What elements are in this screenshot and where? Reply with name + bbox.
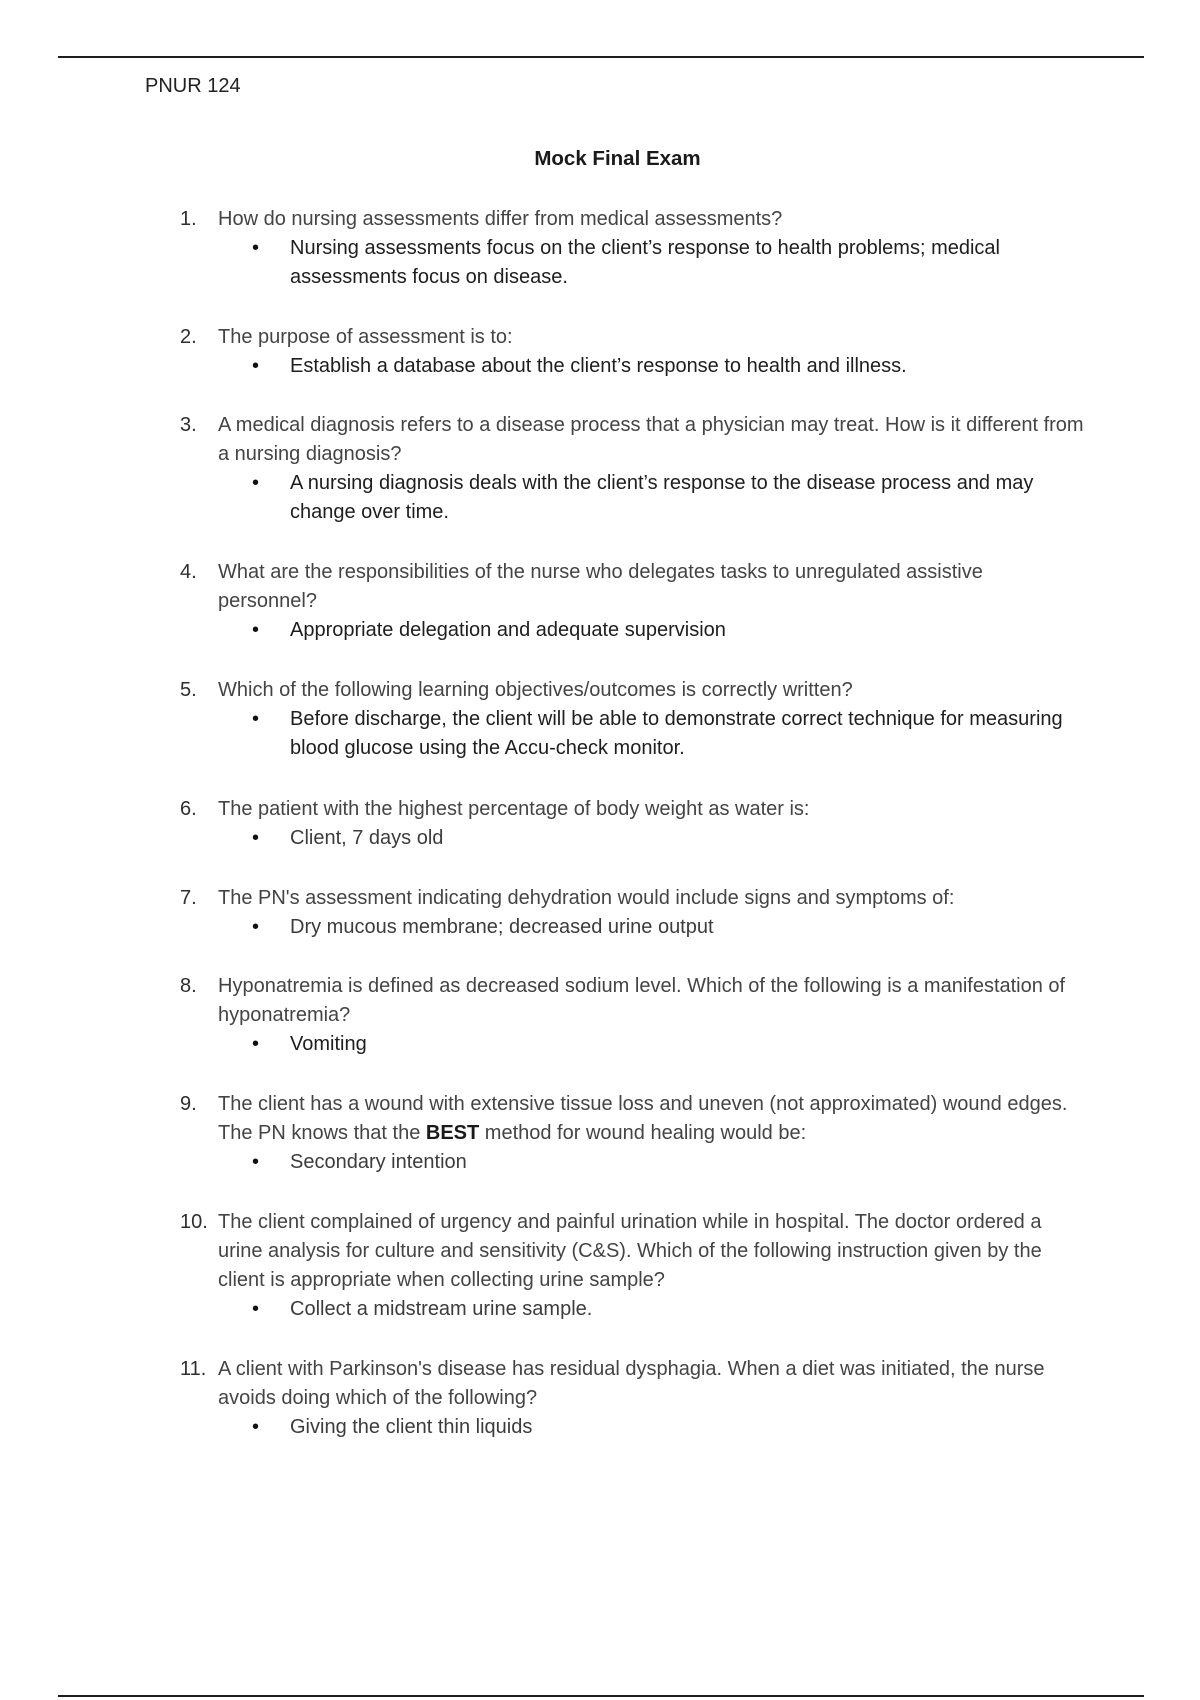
- answer-text: Client, 7 days old: [290, 827, 444, 849]
- question-number: 4.: [180, 561, 197, 583]
- question-10: [180, 1208, 1085, 1324]
- answer-text: Nursing assessments focus on the client’s response to health problems; medical assessments focus on disease.: [290, 237, 1000, 288]
- answer-item: [252, 469, 1075, 527]
- top-rule: [58, 56, 1144, 58]
- stem-text: method for wound healing would be:: [479, 1122, 807, 1144]
- question-1: [180, 205, 1085, 292]
- answer-text: Before discharge, the client will be able to demonstrate correct technique for measuring blood glucose using the Accu-check monitor.: [290, 708, 1063, 759]
- question-stem: The purpose of assessment is to:: [218, 326, 513, 348]
- stem-emphasis: BEST: [425, 1122, 480, 1144]
- question-number: 8.: [180, 975, 197, 997]
- answer-text: A nursing diagnosis deals with the client’s response to the disease process and may change over time.: [290, 472, 1034, 523]
- answer-item: [252, 913, 1075, 942]
- question-2: [180, 323, 1085, 381]
- question-stem: What are the responsibilities of the nurse who delegates tasks to unregulated assistive personnel?: [218, 561, 983, 612]
- question-stem: Hyponatremia is defined as decreased sodium level. Which of the following is a manifestation of hyponatremia?: [218, 975, 1066, 1026]
- question-stem: A medical diagnosis refers to a disease process that a physician may treat. How is it different from a nursing diagnosis?: [218, 414, 1084, 465]
- question-number: 11.: [180, 1358, 207, 1380]
- answer-text: Collect a midstream urine sample.: [290, 1298, 593, 1320]
- answer-text: Vomiting: [290, 1033, 367, 1055]
- question-stem: How do nursing assessments differ from medical assessments?: [218, 208, 783, 230]
- bullet-icon: •: [252, 708, 260, 730]
- question-stem: The patient with the highest percentage of body weight as water is:: [218, 798, 810, 820]
- bullet-icon: •: [252, 916, 260, 938]
- question-stem: Which of the following learning objectives/outcomes is correctly written?: [218, 679, 853, 701]
- answer-item: [252, 1295, 1075, 1324]
- question-9: [180, 1090, 1085, 1177]
- question-number: 3.: [180, 414, 197, 436]
- question-number: 5.: [180, 679, 197, 701]
- bullet-icon: •: [252, 1416, 260, 1438]
- answer-text: Appropriate delegation and adequate supervision: [290, 619, 726, 641]
- page-title: Mock Final Exam: [534, 147, 701, 170]
- answer-text: Giving the client thin liquids: [290, 1416, 533, 1438]
- question-number: 1.: [180, 208, 197, 230]
- answer-text: Dry mucous membrane; decreased urine output: [290, 916, 714, 938]
- answer-text: Secondary intention: [290, 1151, 467, 1173]
- question-5: [180, 676, 1085, 763]
- bullet-icon: •: [252, 237, 260, 259]
- bullet-icon: •: [252, 619, 260, 641]
- question-stem: [218, 1090, 1085, 1148]
- bullet-icon: •: [252, 355, 260, 377]
- question-3: [180, 411, 1085, 527]
- answer-item: [252, 1413, 1075, 1442]
- question-number: 9.: [180, 1093, 197, 1115]
- bottom-rule: [58, 1695, 1144, 1697]
- question-11: [180, 1355, 1085, 1442]
- answer-item: [252, 616, 1075, 645]
- bullet-icon: •: [252, 827, 260, 849]
- answer-item: [252, 1148, 1075, 1177]
- answer-item: [252, 824, 1075, 853]
- question-number: 10.: [180, 1211, 208, 1233]
- question-stem: The PN's assessment indicating dehydration would include signs and symptoms of:: [218, 887, 955, 909]
- answer-item: [252, 352, 1075, 381]
- bullet-icon: •: [252, 472, 260, 494]
- question-7: [180, 884, 1085, 942]
- bullet-icon: •: [252, 1298, 260, 1320]
- question-stem: A client with Parkinson's disease has residual dysphagia. When a diet was initiated, the nurse avoids doing which of the following?: [218, 1358, 1045, 1409]
- course-code: PNUR 124: [145, 75, 241, 97]
- question-stem: The client complained of urgency and painful urination while in hospital. The doctor ordered a urine analysis for culture and sensitivity (C&S). Which of the following instruction given by the client is appropriate when collecting urine sample?: [218, 1211, 1042, 1291]
- question-8: [180, 972, 1085, 1059]
- question-4: [180, 558, 1085, 645]
- bullet-icon: •: [252, 1033, 260, 1055]
- answer-text: Establish a database about the client’s response to health and illness.: [290, 355, 907, 377]
- question-number: 6.: [180, 798, 197, 820]
- question-number: 7.: [180, 887, 197, 909]
- question-6: [180, 795, 1085, 853]
- stem-text: The client has a wound with extensive tissue loss and uneven (not approximated) wound edges. The PN knows that the: [218, 1093, 1068, 1144]
- bullet-icon: •: [252, 1151, 260, 1173]
- question-number: 2.: [180, 326, 197, 348]
- answer-item: [252, 1030, 1075, 1059]
- answer-item: [252, 234, 1075, 292]
- answer-item: [252, 705, 1075, 763]
